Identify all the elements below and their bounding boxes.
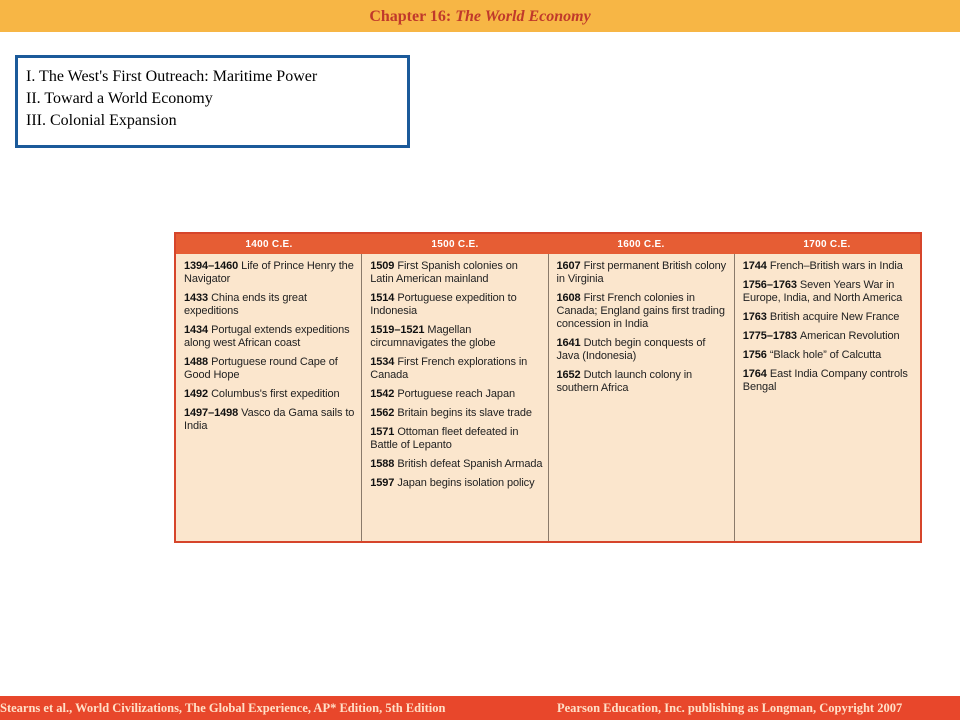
event-year: 1434: [184, 324, 209, 336]
century-heading: 1400 C.E.: [245, 239, 293, 250]
event-text: First Spanish colonies on Latin American mainland: [370, 260, 518, 285]
event-year: 1433: [184, 292, 209, 304]
timeline-event: [370, 292, 543, 318]
footer-bar: [0, 696, 960, 720]
century-heading: 1700 C.E.: [803, 239, 851, 250]
event-text: British acquire New France: [769, 311, 900, 323]
event-year: 1562: [370, 407, 395, 419]
event-year: 1394–1460: [184, 260, 239, 272]
event-year: 1497–1498: [184, 407, 239, 419]
event-year: 1514: [370, 292, 395, 304]
timeline-event: [184, 407, 357, 433]
century-heading: 1500 C.E.: [431, 239, 479, 250]
event-text: Japan begins isolation policy: [397, 477, 535, 489]
event-text: Portugal extends expeditions along west African coast: [184, 324, 350, 349]
timeline-table: [174, 232, 922, 543]
century-heading: 1600 C.E.: [617, 239, 665, 250]
event-year: 1571: [370, 426, 395, 438]
timeline-event: [743, 368, 916, 394]
event-text: Portuguese reach Japan: [397, 388, 515, 400]
event-text: Portuguese expedition to Indonesia: [370, 292, 517, 317]
timeline-event: [370, 477, 543, 490]
event-text: Magellan circumnavigates the globe: [370, 324, 496, 349]
event-text: First French colonies in Canada; England gains first trading concession in India: [556, 292, 725, 330]
timeline-event: [557, 292, 730, 331]
timeline-event: [557, 260, 730, 286]
timeline-event: [557, 337, 730, 363]
event-year: 1488: [184, 356, 209, 368]
timeline-event: [370, 426, 543, 452]
timeline-event: [370, 356, 543, 382]
timeline-event: [370, 458, 543, 471]
event-year: 1756: [742, 349, 767, 361]
event-text: East India Company controls Bengal: [742, 368, 908, 393]
event-year: 1534: [370, 356, 395, 368]
timeline-event: [743, 349, 916, 362]
outline-item: I. The West's First Outreach: Maritime Power: [26, 68, 318, 85]
event-text: “Black hole” of Calcutta: [769, 349, 882, 361]
timeline-column: [362, 254, 548, 541]
event-text: Columbus's first expedition: [211, 388, 340, 400]
timeline-event: [557, 369, 730, 395]
event-text: Ottoman fleet defeated in Battle of Lepanto: [370, 426, 519, 451]
event-text: British defeat Spanish Armada: [397, 458, 543, 470]
footer-citation: Stearns et al., World Civilizations, The Global Experience, AP* Edition, 5th Edition: [0, 701, 446, 715]
event-text: American Revolution: [799, 330, 900, 342]
timeline-column: [735, 254, 920, 541]
slide-title: [0, 0, 960, 32]
event-text: Vasco da Gama sails to India: [184, 407, 355, 432]
event-year: 1763: [742, 311, 767, 323]
event-year: 1775–1783: [742, 330, 797, 342]
timeline-event: [184, 324, 357, 350]
event-year: 1542: [370, 388, 395, 400]
timeline-column: [549, 254, 735, 541]
timeline-event: [743, 260, 916, 273]
outline-box: [15, 55, 410, 148]
footer-copyright: Pearson Education, Inc. publishing as Longman, Copyright 2007: [557, 701, 903, 715]
outline-item: II. Toward a World Economy: [26, 90, 213, 107]
event-year: 1509: [370, 260, 395, 272]
event-text: Portuguese round Cape of Good Hope: [184, 356, 338, 381]
event-text: Britain begins its slave trade: [397, 407, 532, 419]
timeline-event: [743, 311, 916, 324]
chapter-label: Chapter 16:: [369, 8, 452, 25]
timeline-event: [370, 324, 543, 350]
timeline-column: [176, 254, 362, 541]
event-text: French–British wars in India: [769, 260, 903, 272]
event-year: 1764: [742, 368, 767, 380]
timeline-event: [370, 260, 543, 286]
event-year: 1519–1521: [370, 324, 425, 336]
outline-list: [18, 58, 407, 132]
event-text: Life of Prince Henry the Navigator: [184, 260, 354, 285]
event-year: 1756–1763: [742, 279, 797, 291]
timeline-event: [370, 388, 543, 401]
timeline-header: [176, 234, 920, 254]
timeline-body: [176, 254, 920, 541]
timeline-event: [370, 407, 543, 420]
event-text: Seven Years War in Europe, India, and North America: [742, 279, 903, 304]
event-text: Dutch begin conquests of Java (Indonesia): [556, 337, 706, 362]
event-text: First French explorations in Canada: [370, 356, 528, 381]
event-year: 1597: [370, 477, 395, 489]
event-year: 1588: [370, 458, 395, 470]
event-year: 1607: [556, 260, 581, 272]
timeline-event: [184, 356, 357, 382]
event-year: 1608: [556, 292, 581, 304]
event-year: 1641: [556, 337, 581, 349]
timeline-event: [743, 330, 916, 343]
timeline-event: [184, 292, 357, 318]
chapter-subtitle: The World Economy: [455, 8, 591, 25]
outline-item: III. Colonial Expansion: [26, 112, 177, 129]
timeline-event: [184, 388, 357, 401]
timeline-event: [184, 260, 357, 286]
event-year: 1744: [742, 260, 767, 272]
event-text: China ends its great expeditions: [184, 292, 307, 317]
event-text: First permanent British colony in Virginia: [556, 260, 727, 285]
event-year: 1492: [184, 388, 209, 400]
timeline-event: [743, 279, 916, 305]
event-year: 1652: [556, 369, 581, 381]
event-text: Dutch launch colony in southern Africa: [556, 369, 693, 394]
